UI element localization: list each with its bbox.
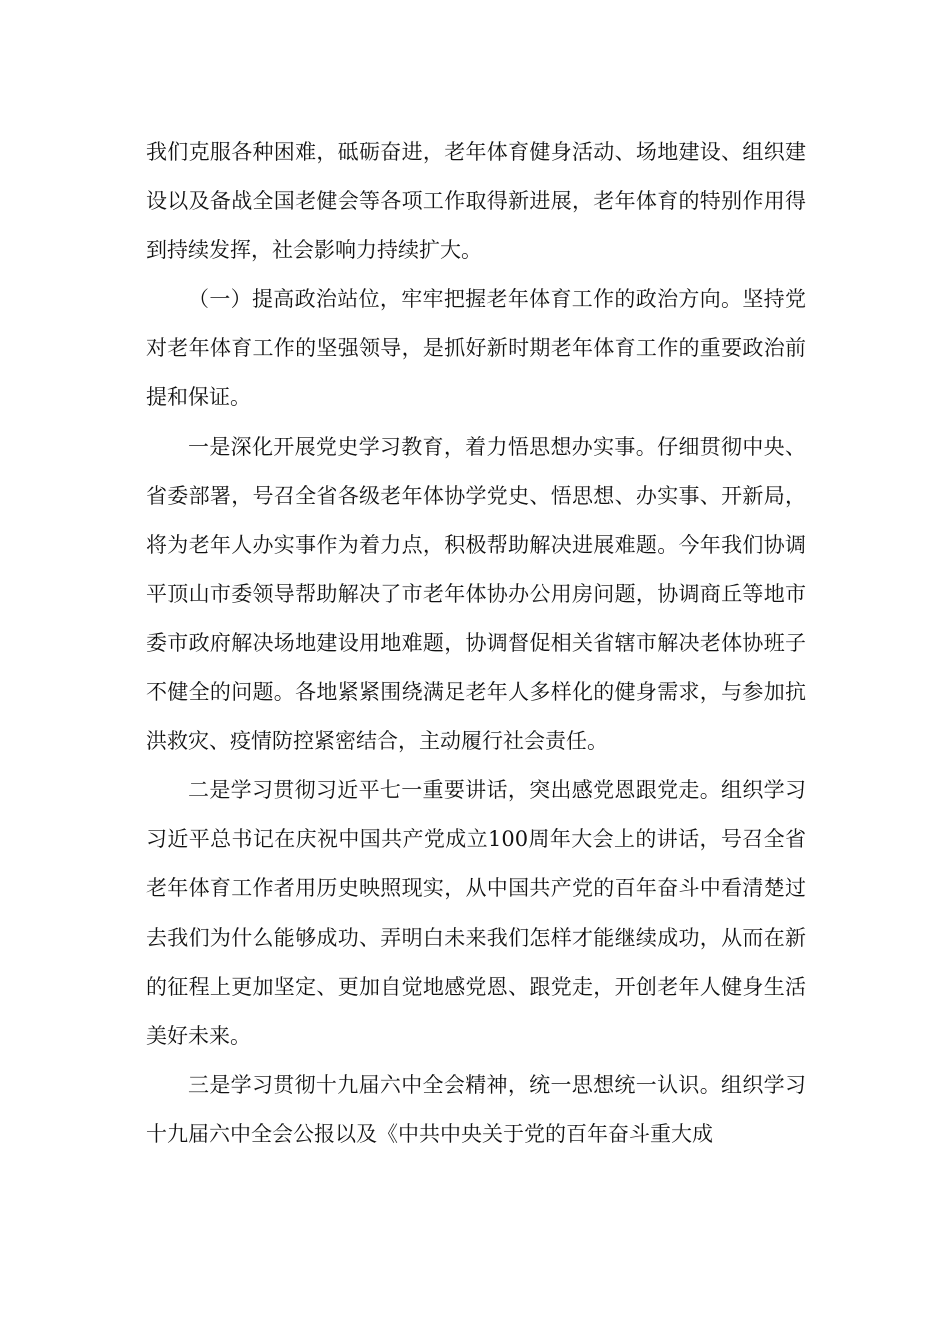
paragraph-point-two: 二是学习贯彻习近平七一重要讲话，突出感党恩跟党走。组织学习习近平总书记在庆祝中国共产党成立100周年大会上的讲话，号召全省老年体育工作者用历史映照现实，从中国共产党的百年奋斗中看清楚过去我们为什么能够成功、弄明白未来我们怎样才能继续成功，从而在新的征程上更加坚定、更加自觉地感党恩、跟党走，开创老年人健身生活美好未来。	[146, 778, 806, 1048]
paragraph-continuation: 我们克服各种困难，砥砺奋进，老年体育健身活动、场地建设、组织建设以及备战全国老健会等各项工作取得新进展，老年体育的特别作用得到持续发挥，社会影响力持续扩大。	[146, 140, 806, 263]
paragraph-point-three: 三是学习贯彻十九届六中全会精神，统一思想统一认识。组织学习十九届六中全会公报以及《中共中央关于党的百年奋斗重大成	[146, 1072, 806, 1146]
paragraph-point-one: 一是深化开展党史学习教育，着力悟思想办实事。仔细贯彻中央、省委部署，号召全省各级老年体协学党史、悟思想、办实事、开新局，将为老年人办实事作为着力点，积极帮助解决进展难题。今年我们协调平顶山市委领导帮助解决了市老年体协办公用房问题，协调商丘等地市委市政府解决场地建设用地难题，协调督促相关省辖市解决老体协班子不健全的问题。各地紧紧围绕满足老年人多样化的健身需求，与参加抗洪救灾、疫情防控紧密结合，主动履行社会责任。	[146, 434, 806, 754]
paragraph-section-heading: （一）提高政治站位，牢牢把握老年体育工作的政治方向。坚持党对老年体育工作的坚强领导，是抓好新时期老年体育工作的重要政治前提和保证。	[146, 287, 806, 410]
document-body	[146, 128, 806, 1159]
